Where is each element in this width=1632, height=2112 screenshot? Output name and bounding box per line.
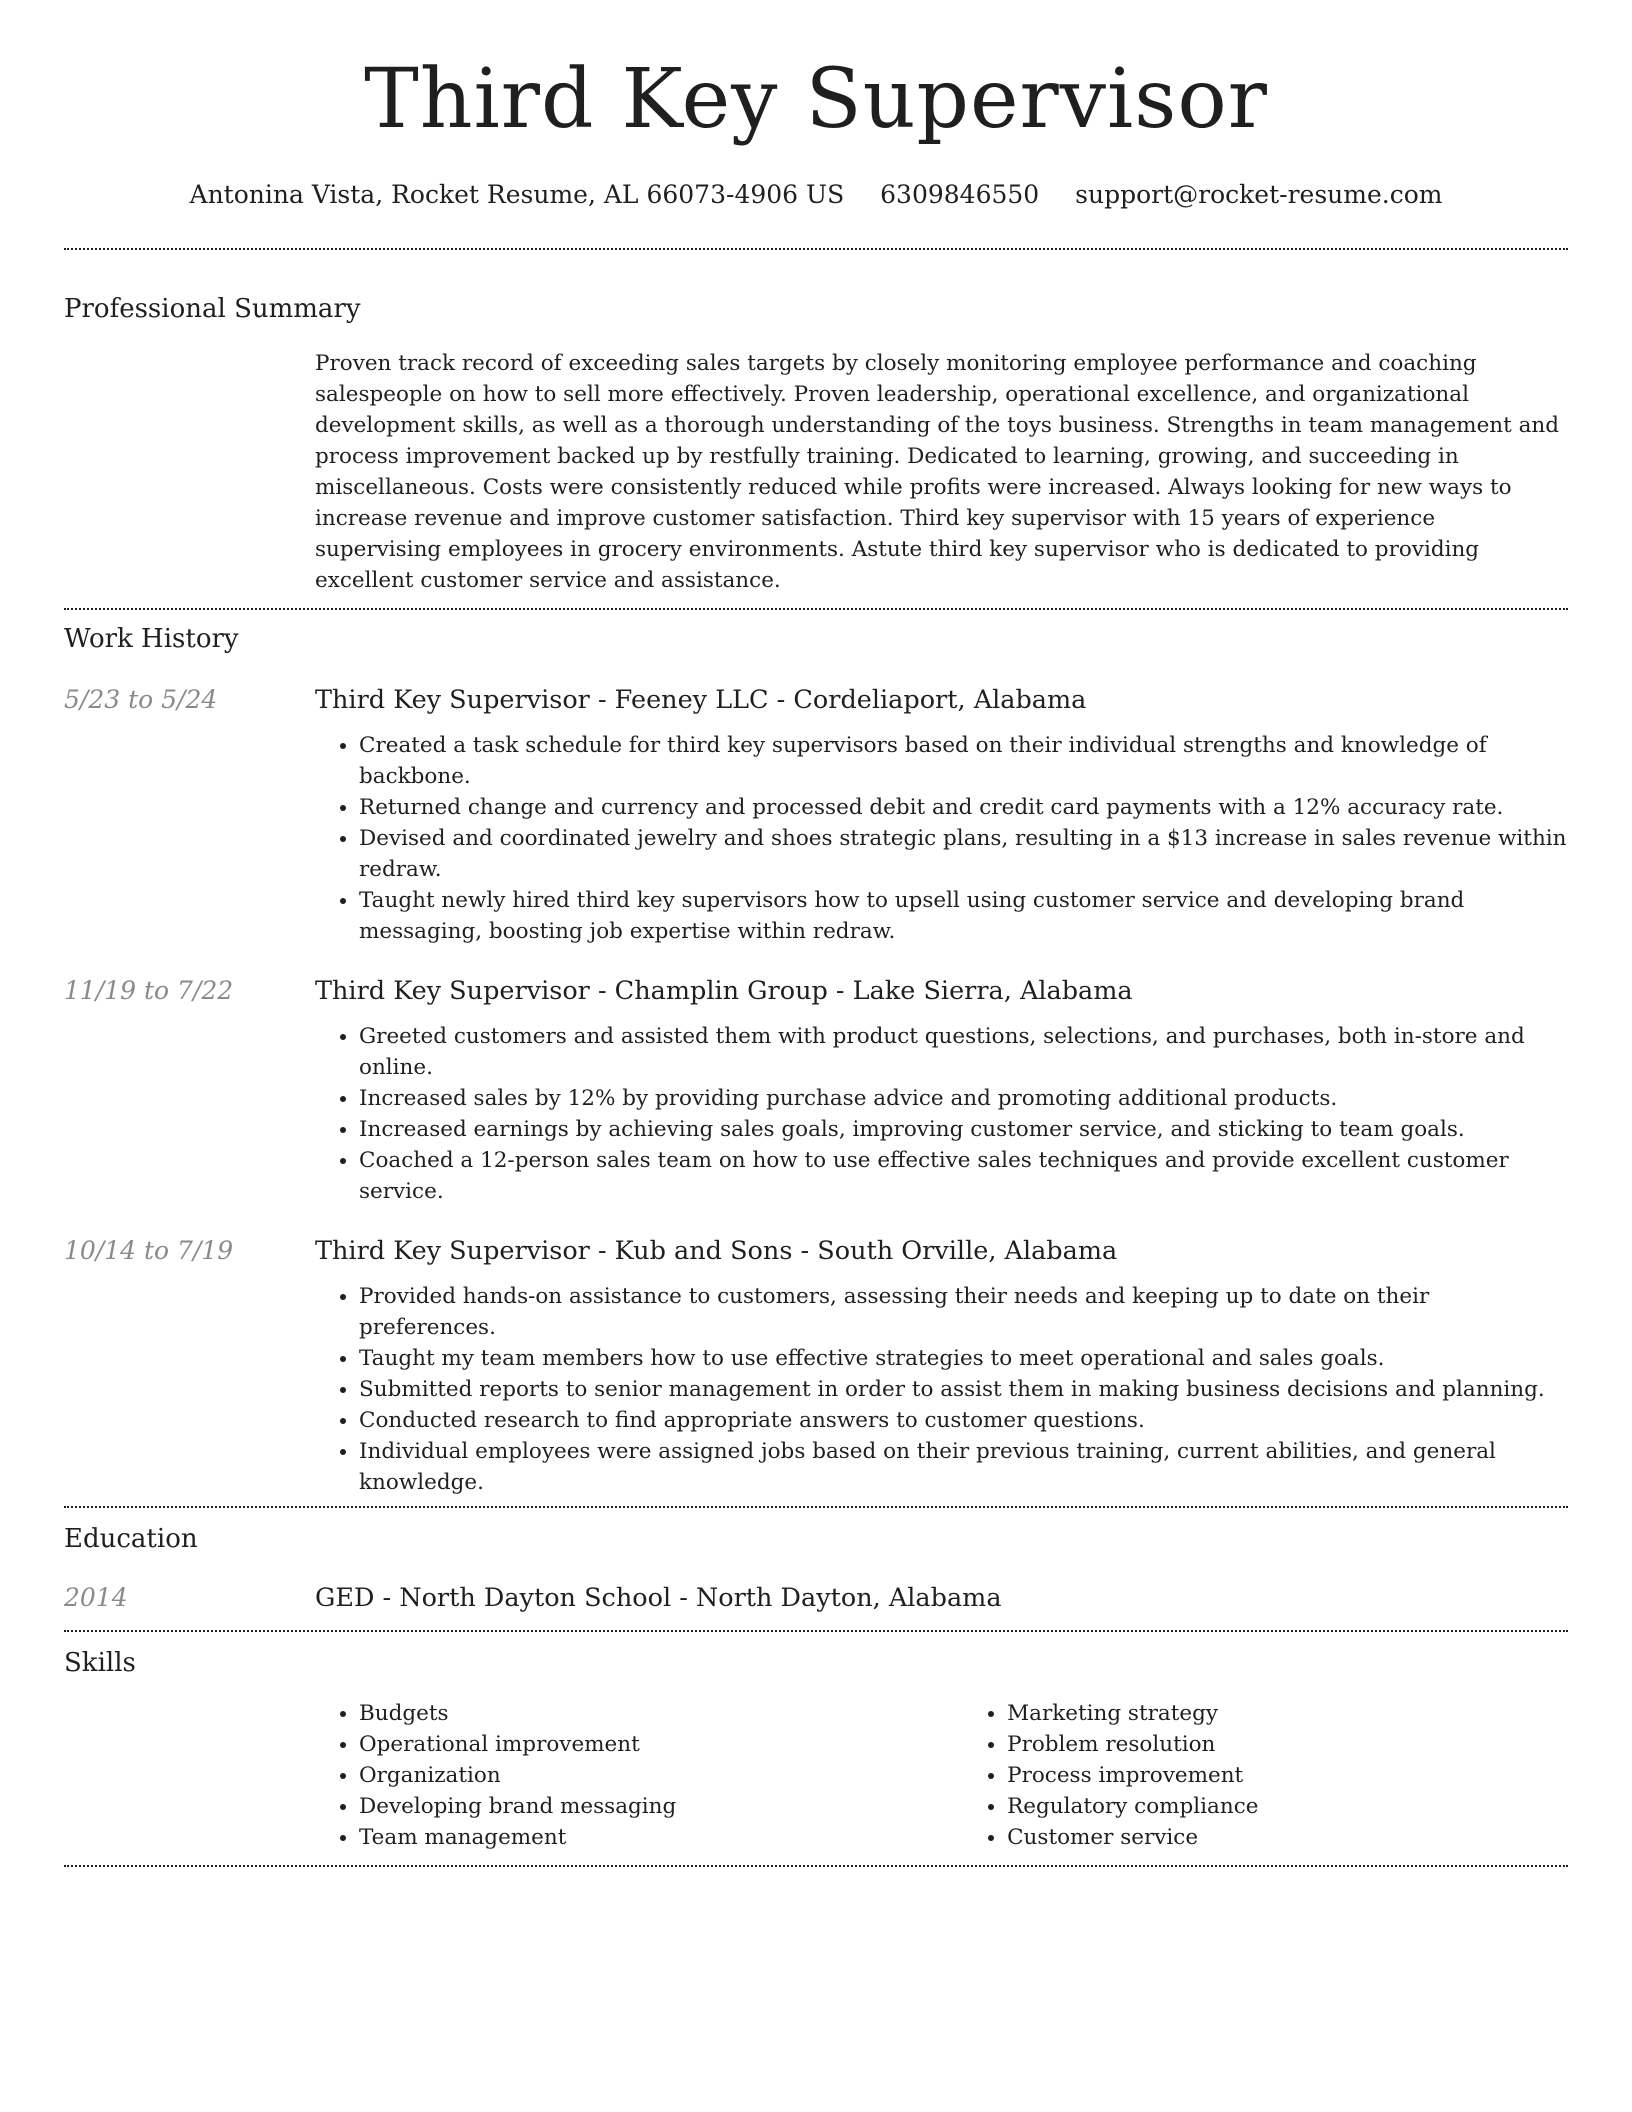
job-bullets <box>359 730 1568 947</box>
skill-item: • Process improvement <box>1007 1760 1568 1791</box>
job-bullet: • Increased sales by 12% by providing purchase advice and promoting additional products. <box>359 1083 1568 1114</box>
contact-email: support@rocket-resume.com <box>1075 180 1443 209</box>
job-bullet: • Created a task schedule for third key supervisors based on their individual strengths and knowledge of backbone. <box>359 730 1568 792</box>
summary-text: Proven track record of exceeding sales targets by closely monitoring employee performance and coaching salespeople on how to sell more effectively. Proven leadership, operational excellence, and organizational development skills, as well as a thorough understanding of the toys business. Strengths in team management and process improvement backed up by restfully training. Dedicated to learning, growing, and succeeding in miscellaneous. Costs were consistently reduced while profits were increased. Always looking for new ways to increase revenue and improve customer satisfaction. Third key supervisor with 15 years of experience supervising employees in grocery environments. Astute third key supervisor who is dedicated to providing excellent customer service and assistance. <box>315 351 1560 593</box>
job-bullet: • Greeted customers and assisted them with product questions, selections, and purchases, both in-store and online. <box>359 1021 1568 1083</box>
contact-line <box>64 178 1568 212</box>
skills-heading: Skills <box>64 1648 136 1678</box>
skill-item: • Operational improvement <box>359 1729 963 1760</box>
education-heading: Education <box>64 1524 198 1554</box>
skill-item: • Marketing strategy <box>1007 1698 1568 1729</box>
education-date: 2014 <box>64 1583 128 1612</box>
divider <box>64 1865 1568 1867</box>
skills-column-2 <box>963 1698 1568 1853</box>
job-bullet: • Returned change and currency and processed debit and credit card payments with a 12% accuracy rate. <box>359 792 1568 823</box>
contact-address: Antonina Vista, Rocket Resume, AL 66073-4906 US <box>189 180 845 209</box>
contact-phone: 6309846550 <box>880 180 1040 209</box>
job-date: 5/23 to 5/24 <box>64 685 218 714</box>
job-bullet: • Conducted research to find appropriate answers to customer questions. <box>359 1405 1568 1436</box>
job-bullet: • Coached a 12-person sales team on how to use effective sales techniques and provide excellent customer service. <box>359 1145 1568 1207</box>
education-text: GED - North Dayton School - North Dayton, Alabama <box>315 1583 1002 1613</box>
job-bullet: • Individual employees were assigned jobs based on their previous training, current abilities, and general knowledge. <box>359 1436 1568 1498</box>
skill-item: • Problem resolution <box>1007 1729 1568 1760</box>
job-bullet: • Increased earnings by achieving sales goals, improving customer service, and sticking to team goals. <box>359 1114 1568 1145</box>
job-bullet: • Taught my team members how to use effective strategies to meet operational and sales goals. <box>359 1343 1568 1374</box>
job-bullets <box>359 1021 1568 1207</box>
divider <box>64 1630 1568 1632</box>
skill-item: • Developing brand messaging <box>359 1791 963 1822</box>
education-entry <box>64 1580 1568 1630</box>
skill-item: • Organization <box>359 1760 963 1791</box>
skill-item: • Budgets <box>359 1698 963 1729</box>
job-bullet: • Devised and coordinated jewelry and shoes strategic plans, resulting in a $13 increase in sales revenue within redraw. <box>359 823 1568 885</box>
resume-name: Third Key Supervisor <box>364 52 1268 147</box>
job-title: Third Key Supervisor - Feeney LLC - Cordeliaport, Alabama <box>315 685 1087 715</box>
job-entry <box>64 682 1568 947</box>
divider <box>64 608 1568 610</box>
job-title: Third Key Supervisor - Champlin Group - Lake Sierra, Alabama <box>315 976 1133 1006</box>
divider <box>64 248 1568 250</box>
skill-item: • Customer service <box>1007 1822 1568 1853</box>
summary-heading: Professional Summary <box>64 294 361 324</box>
resume-page <box>64 0 1568 1867</box>
job-date: 10/14 to 7/19 <box>64 1236 234 1265</box>
divider <box>64 1506 1568 1508</box>
job-bullet: • Submitted reports to senior management in order to assist them in making business decisions and planning. <box>359 1374 1568 1405</box>
job-entry <box>64 973 1568 1207</box>
job-date: 11/19 to 7/22 <box>64 976 234 1005</box>
skills-list <box>315 1698 1568 1865</box>
job-bullet: • Taught newly hired third key supervisors how to upsell using customer service and developing brand messaging, boosting job expertise within redraw. <box>359 885 1568 947</box>
job-title: Third Key Supervisor - Kub and Sons - South Orville, Alabama <box>315 1236 1118 1266</box>
skills-column-1 <box>359 1698 963 1853</box>
job-bullets <box>359 1281 1568 1506</box>
job-bullet: • Provided hands-on assistance to customers, assessing their needs and keeping up to date on their preferences. <box>359 1281 1568 1343</box>
work-history-heading: Work History <box>64 624 239 654</box>
skill-item: • Team management <box>359 1822 963 1853</box>
skill-item: • Regulatory compliance <box>1007 1791 1568 1822</box>
job-entry <box>64 1233 1568 1506</box>
